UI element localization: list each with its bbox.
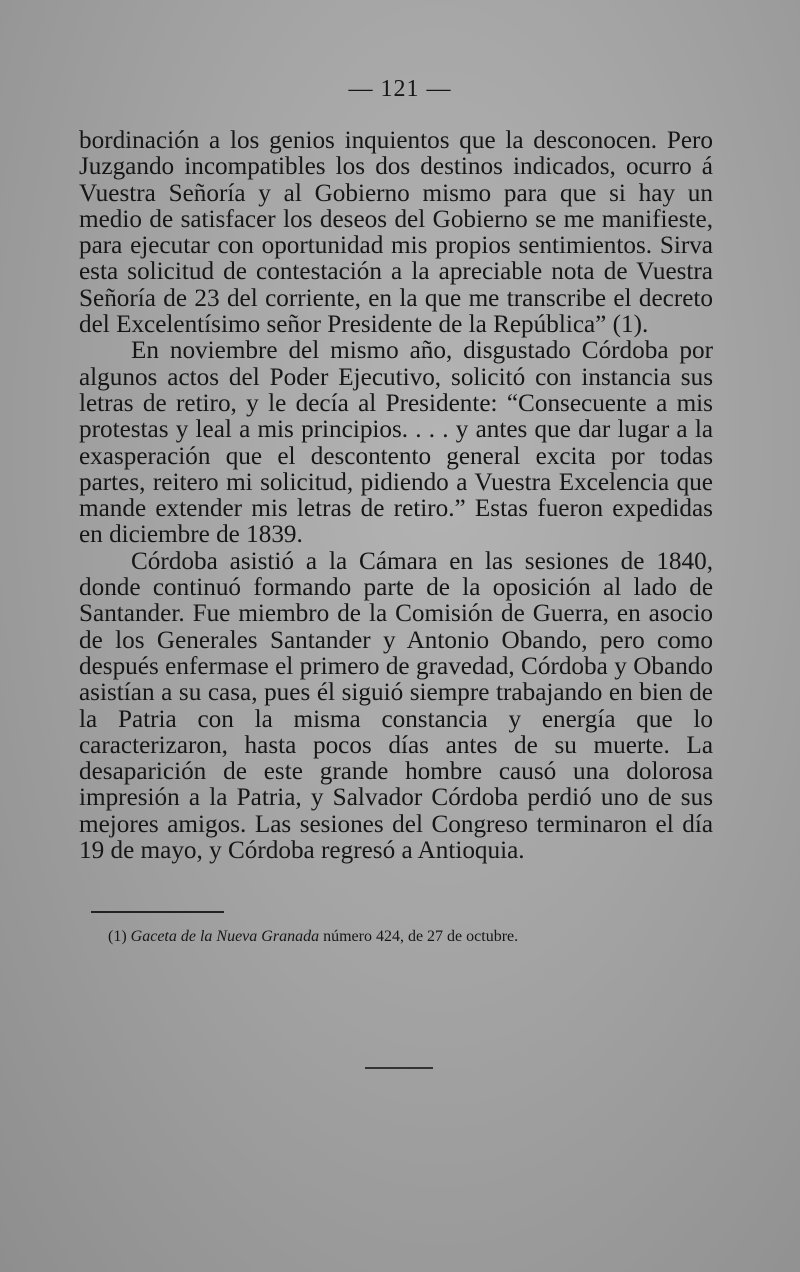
end-rule <box>365 1067 433 1069</box>
footnote <box>108 927 668 947</box>
body-text <box>79 128 713 864</box>
paragraph-1: bordinación a los genios inquientos que la desconocen. Pero Juzgando incompatibles los dos destinos indicados, ocurro á Vuestra Señoría y al Gobierno mismo para que si hay un medio de satisfacer los deseos del Gobierno se me manifieste, para ejecutar con oportunidad mis propios sentimientos. Sirva esta solicitud de contestación a la apreciable nota de Vuestra Señoría de 23 del corriente, en la que me transcribe el decreto del Excelentísimo señor Presidente de la República” (1). <box>79 127 713 339</box>
paragraph-2: En noviembre del mismo año, disgustado Córdoba por algunos actos del Poder Ejecutivo, solicitó con instancia sus letras de retiro, y le decía al Presidente: “Consecuente a mis protestas y leal a mis principios. . . . y antes que dar lugar a la exasperación que el descontento general excita por todas partes, reitero mi solicitud, pidiendo a Vuestra Excelencia que mande extender mis letras de retiro.” Estas fueron expedidas en diciembre de 1839. <box>79 337 713 549</box>
footnote-title: Gaceta de la Nueva Granada <box>130 928 320 945</box>
footnote-text: número 424, de 27 de octubre. <box>319 928 519 945</box>
footnote-separator <box>91 911 224 913</box>
page-number: — 121 — <box>348 76 452 102</box>
footnote-marker: (1) <box>108 928 127 945</box>
paragraph-3: Córdoba asistió a la Cámara en las sesiones de 1840, donde continuó formando parte de la oposición al lado de Santander. Fue miembro de la Comisión de Guerra, en asocio de los Generales Santander y Antonio Obando, pero como después enfermase el primero de gravedad, Córdoba y Obando asistían a su casa, pues él siguió siempre trabajando en bien de la Patria con la misma constancia y energía que lo caracterizaron, hasta pocos días antes de su muerte. La desaparición de este grande hombre causó una dolorosa impresión a la Patria, y Salvador Córdoba perdió uno de sus mejores amigos. Las sesiones del Congreso terminaron el día 19 de mayo, y Córdoba regresó a Antioquia. <box>79 547 713 865</box>
